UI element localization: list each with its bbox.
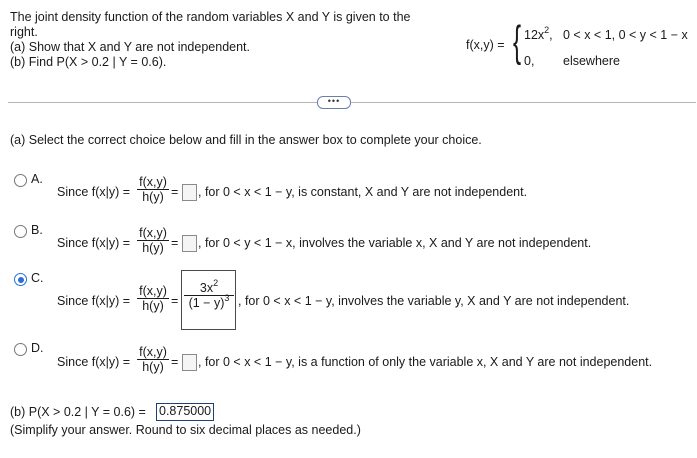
brace-icon: { [513,17,522,66]
problem-line: The joint density function of the random variables X and Y is given to the [10,10,411,24]
fraction-denominator: h(y) [142,360,164,374]
answer-denominator-base: (1 − y) [188,296,225,310]
problem-line: (b) Find P(X > 0.2 | Y = 0.6). [10,55,167,69]
option-d-letter: D. [31,341,44,355]
option-a-answer-box[interactable] [182,184,197,201]
section-divider [8,102,696,103]
option-b-fraction [137,226,169,255]
radio-icon [14,174,27,187]
option-d-text: , for 0 < x < 1 − y, is a function of only the variable x, X and Y are not independent. [198,355,653,369]
radio-icon [14,225,27,238]
part-b-answer-field[interactable]: 0.875000 [156,403,214,421]
option-b-radio[interactable] [14,225,27,238]
fraction-denominator: h(y) [142,299,164,313]
option-a-prefix: Since f(x|y) = [57,185,131,199]
density-case-1-exp: 2 [544,25,550,35]
part-b-note: (Simplify your answer. Round to six decimal places as needed.) [10,423,361,437]
fraction-numerator: f(x,y) [139,284,167,298]
option-c-equals: = [171,294,179,308]
option-d-equals: = [171,355,179,369]
option-b-answer-box[interactable] [182,235,197,252]
option-b-text: , for 0 < y < 1 − x, involves the variable x, X and Y are not independent. [198,236,592,250]
answer-denominator [184,293,234,310]
answer-numerator-exp: 2 [213,278,219,288]
density-lhs: f(x,y) = [466,38,505,52]
part-b-label: (b) P(X > 0.2 | Y = 0.6) = [10,405,146,419]
option-d-fraction [137,345,169,374]
density-function [466,18,691,78]
option-b-letter: B. [31,223,43,237]
option-c-prefix: Since f(x|y) = [57,294,131,308]
answer-fraction [184,278,234,310]
density-case-1-cond: 0 < x < 1, 0 < y < 1 − x [563,28,688,42]
density-case-1 [524,25,553,42]
answer-denominator-exp: 3 [224,293,230,303]
option-c-answer-box[interactable] [181,270,236,330]
density-case-1-comma: , [549,28,553,42]
radio-selected-icon [14,273,27,286]
radio-icon [14,343,27,356]
option-b-equals: = [171,236,179,250]
option-c-text: , for 0 < x < 1 − y, involves the variable y, X and Y are not independent. [238,294,630,308]
density-case-1-expr: 12x [524,28,545,42]
problem-line: (a) Show that X and Y are not independent. [10,40,250,54]
option-b-prefix: Since f(x|y) = [57,236,131,250]
option-c-radio[interactable] [14,273,27,286]
fraction-denominator: h(y) [142,241,164,255]
option-d-radio[interactable] [14,343,27,356]
fraction-denominator: h(y) [142,190,164,204]
fraction-numerator: f(x,y) [139,226,167,240]
problem-line: right. [10,25,38,39]
option-a-letter: A. [31,172,43,186]
option-a-text: , for 0 < x < 1 − y, is constant, X and Y are not independent. [198,185,528,199]
density-case-2-expr: 0, [524,54,535,68]
option-c-fraction [137,284,169,313]
instruction-text: (a) Select the correct choice below and fill in the answer box to complete your choice. [10,133,482,147]
option-d-prefix: Since f(x|y) = [57,355,131,369]
fraction-numerator: f(x,y) [139,345,167,359]
answer-numerator-base: 3x [199,281,214,295]
option-a-equals: = [171,185,179,199]
density-case-2-cond: elsewhere [563,54,620,68]
option-d-answer-box[interactable] [182,354,197,371]
fraction-numerator: f(x,y) [139,175,167,189]
option-a-fraction [137,175,169,204]
more-options-button[interactable]: ••• [317,96,351,109]
option-c-letter: C. [31,271,44,285]
option-a-radio[interactable] [14,174,27,187]
problem-statement [10,10,450,70]
